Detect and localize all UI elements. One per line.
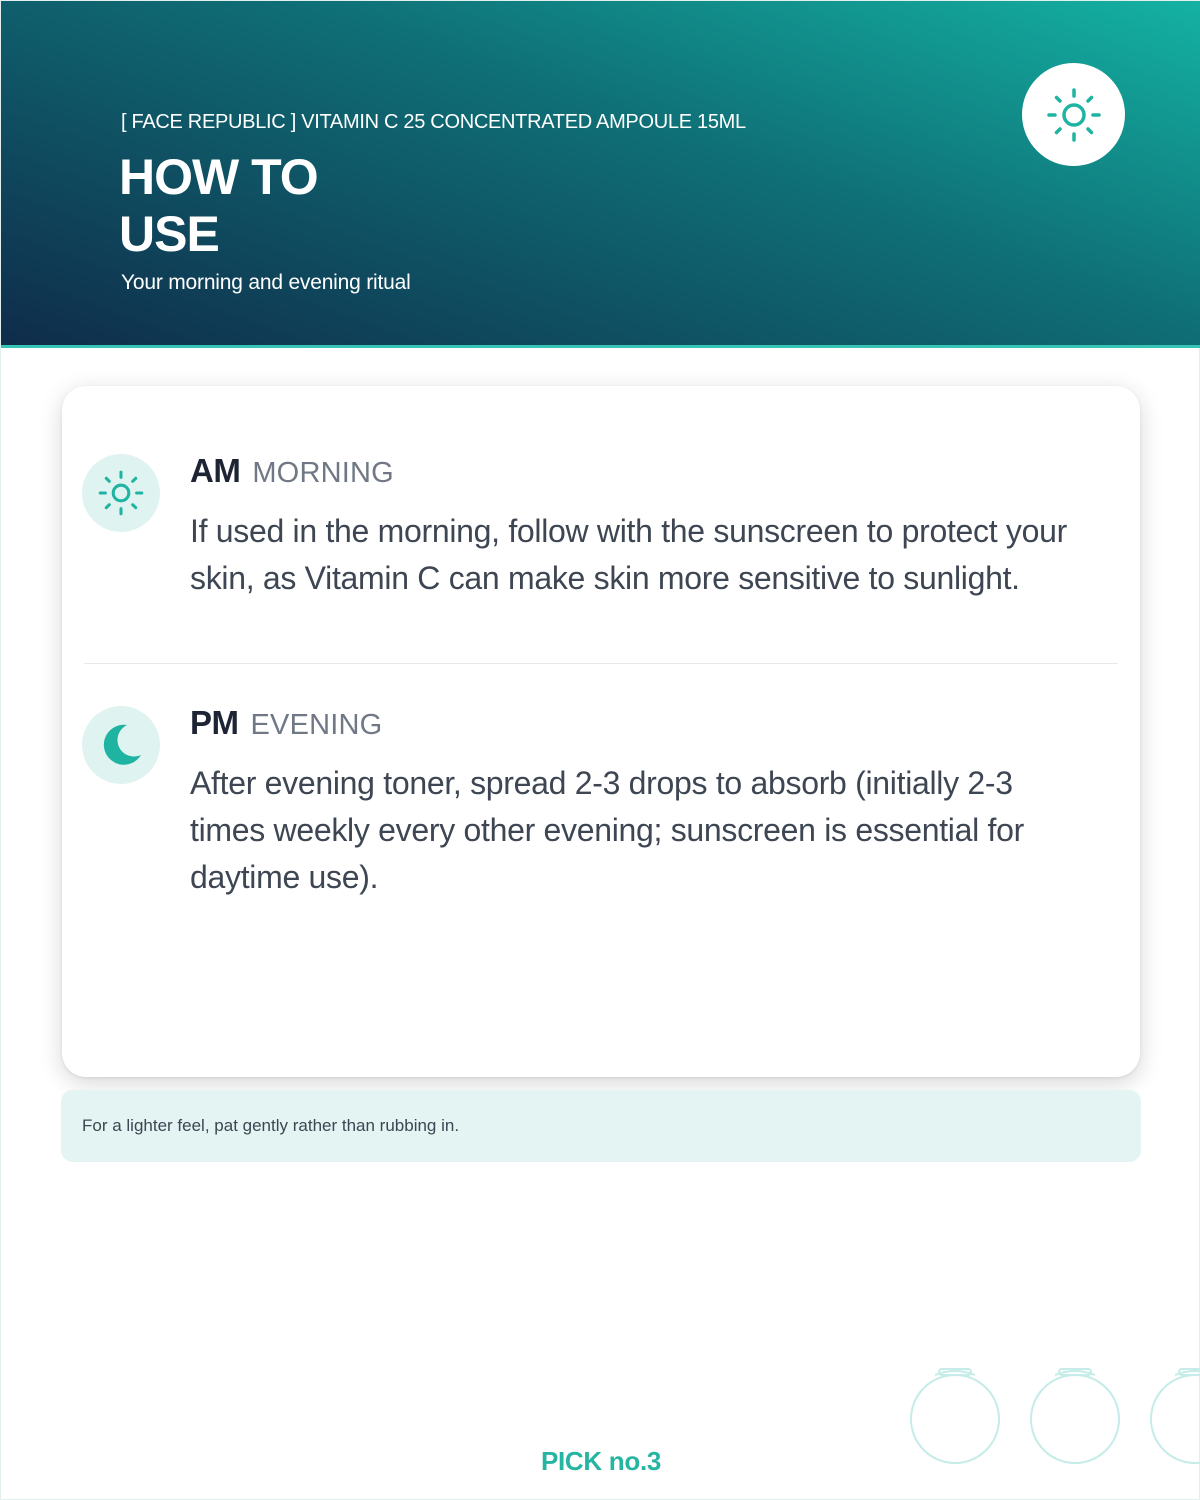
am-instructions: If used in the morning, follow with the sunscreen to protect your skin, as Vitamin C can make skin more sensitive to sunlight. [190,513,1067,596]
evening-label: EVENING [250,709,383,741]
am-label: AM [190,452,241,489]
moon-icon [96,720,146,770]
section-divider [84,663,1118,664]
sun-icon [1044,85,1104,145]
pm-icon-badge [82,706,160,784]
morning-label: MORNING [252,457,394,489]
title-line-1: HOW TO [119,149,318,205]
usage-card [62,386,1140,1077]
pick-number: PICK no.3 [540,1446,662,1476]
page-subtitle: Your morning and evening ritual [121,271,411,294]
sun-badge [1022,63,1125,166]
header-banner [1,1,1200,348]
am-heading [190,452,394,490]
sun-icon [95,467,147,519]
tip-text: For a lighter feel, pat gently rather than rubbing in. [82,1116,460,1135]
tip-box [61,1090,1141,1162]
pm-label: PM [190,704,239,741]
product-name: [ FACE REPUBLIC ] VITAMIN C 25 CONCENTRATED AMPOULE 15ML [121,111,746,133]
am-icon-badge [82,454,160,532]
title-line-2: USE [119,206,219,262]
pm-heading [190,704,382,742]
page-title [119,149,318,263]
pm-instructions: After evening toner, spread 2-3 drops to absorb (initially 2-3 times weekly every other evening; sunscreen is essential for daytime use). [190,765,1024,895]
